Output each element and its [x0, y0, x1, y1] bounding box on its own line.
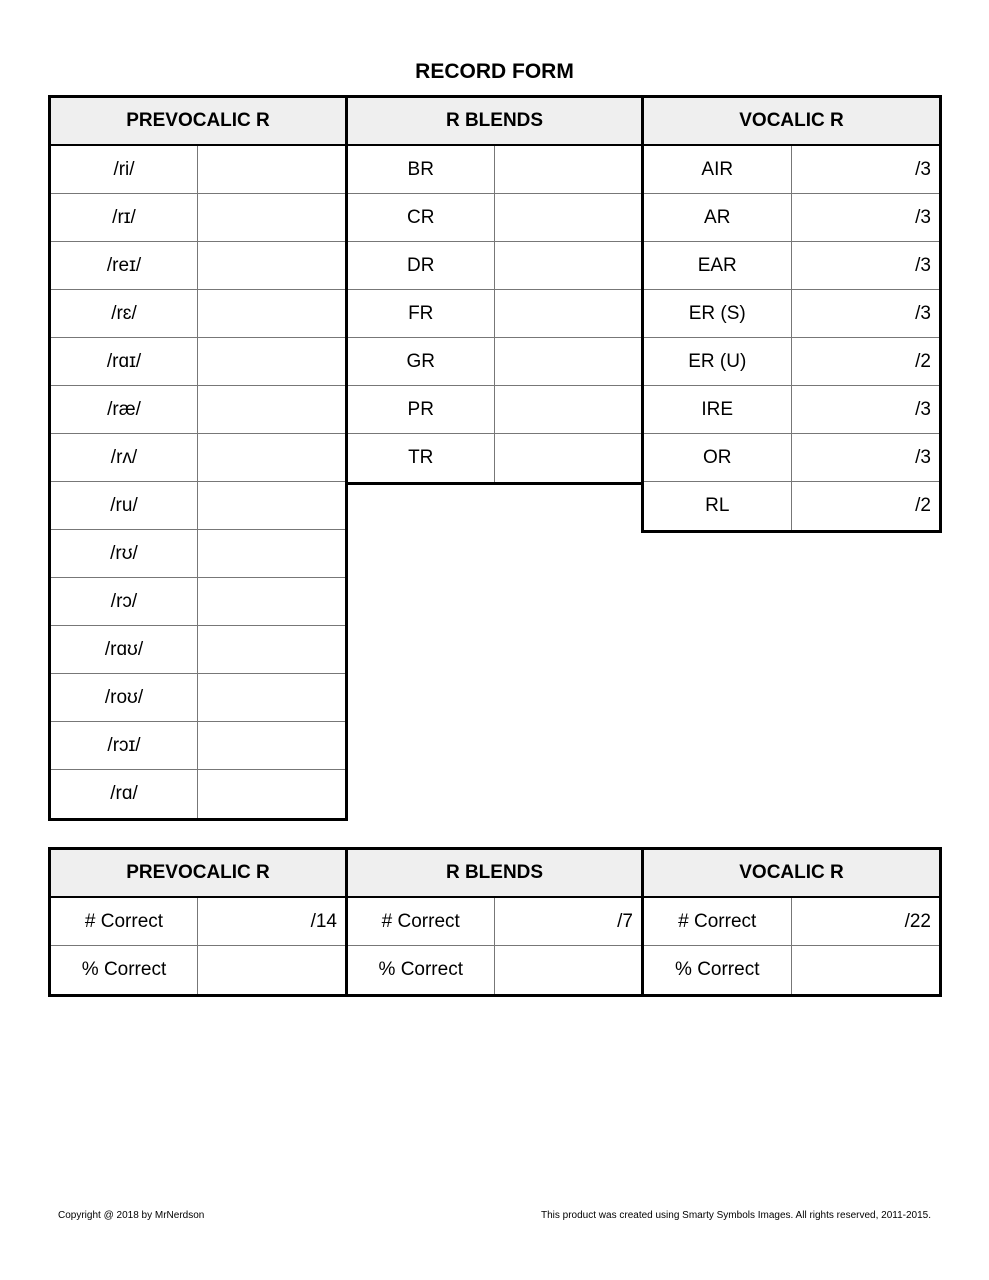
- score-cell[interactable]: [198, 242, 345, 289]
- score-cell[interactable]: [198, 722, 345, 769]
- score-cell[interactable]: /3: [915, 158, 931, 180]
- table-row: [51, 290, 345, 338]
- score-cell[interactable]: /3: [915, 206, 931, 228]
- row-label: /rɔɪ/: [51, 722, 198, 769]
- score-cell[interactable]: [198, 578, 345, 625]
- row-label: /rɑʊ/: [51, 626, 198, 673]
- row-label: AR: [644, 194, 792, 241]
- row-label: # Correct: [51, 898, 198, 945]
- table-row: [51, 946, 345, 994]
- row-label: /ru/: [51, 482, 198, 529]
- table-row: [348, 898, 641, 946]
- score-cell[interactable]: [198, 770, 345, 818]
- score-cell[interactable]: [495, 146, 642, 193]
- score-cell[interactable]: /3: [915, 446, 931, 468]
- row-label: /reɪ/: [51, 242, 198, 289]
- table-row: [51, 530, 345, 578]
- table-row: [644, 482, 939, 530]
- table-header: R BLENDS: [348, 98, 641, 146]
- table-row: [348, 946, 641, 994]
- table-row: [51, 578, 345, 626]
- score-cell[interactable]: [198, 946, 345, 994]
- score-cell[interactable]: [495, 386, 642, 433]
- row-label: /rɑɪ/: [51, 338, 198, 385]
- table-row: [644, 146, 939, 194]
- table-row: [348, 146, 641, 194]
- table-header: PREVOCALIC R: [51, 850, 345, 898]
- score-cell[interactable]: [495, 290, 642, 337]
- table-row: [348, 242, 641, 290]
- row-label: # Correct: [348, 898, 495, 945]
- score-cell[interactable]: [198, 386, 345, 433]
- table-row: [644, 290, 939, 338]
- row-label: /roʊ/: [51, 674, 198, 721]
- row-label: AIR: [644, 146, 792, 193]
- summary-vocalic-table: [641, 847, 942, 997]
- table-row: [348, 434, 641, 482]
- blends-table: [345, 95, 644, 485]
- table-row: [348, 290, 641, 338]
- score-cell[interactable]: [495, 946, 642, 994]
- row-label: /rɪ/: [51, 194, 198, 241]
- table-row: [644, 242, 939, 290]
- score-cell[interactable]: [198, 338, 345, 385]
- row-label: TR: [348, 434, 495, 482]
- score-cell[interactable]: [495, 242, 642, 289]
- prevocalic-table: [48, 95, 348, 821]
- row-label: GR: [348, 338, 495, 385]
- score-cell[interactable]: /2: [915, 495, 931, 516]
- table-row: [51, 242, 345, 290]
- table-row: [51, 722, 345, 770]
- row-label: ER (S): [644, 290, 792, 337]
- row-label: /rɑ/: [51, 770, 198, 818]
- row-label: % Correct: [51, 946, 198, 994]
- table-row: [644, 898, 939, 946]
- score-cell[interactable]: [198, 530, 345, 577]
- table-row: [51, 770, 345, 818]
- row-label: FR: [348, 290, 495, 337]
- row-label: # Correct: [644, 898, 792, 945]
- table-row: [644, 386, 939, 434]
- table-header: VOCALIC R: [644, 850, 939, 898]
- score-cell[interactable]: [198, 674, 345, 721]
- row-label: BR: [348, 146, 495, 193]
- table-row: [51, 386, 345, 434]
- score-cell[interactable]: [198, 146, 345, 193]
- vocalic-table: [641, 95, 942, 533]
- score-cell[interactable]: /14: [310, 910, 337, 932]
- attribution-text: This product was created using Smarty Symbols Images. All rights reserved, 2011-2015.: [541, 1210, 931, 1221]
- row-label: /ri/: [51, 146, 198, 193]
- row-label: OR: [644, 434, 792, 481]
- row-label: /ræ/: [51, 386, 198, 433]
- table-row: [51, 338, 345, 386]
- copyright-text: Copyright @ 2018 by MrNerdson: [58, 1210, 205, 1221]
- score-cell[interactable]: /3: [915, 398, 931, 420]
- table-row: [51, 194, 345, 242]
- table-row: [348, 386, 641, 434]
- table-row: [51, 626, 345, 674]
- row-label: IRE: [644, 386, 792, 433]
- row-label: /rʌ/: [51, 434, 198, 481]
- row-label: /rʊ/: [51, 530, 198, 577]
- row-label: ER (U): [644, 338, 792, 385]
- table-row: [348, 194, 641, 242]
- table-row: [51, 482, 345, 530]
- table-row: [51, 434, 345, 482]
- score-cell[interactable]: [198, 434, 345, 481]
- row-label: CR: [348, 194, 495, 241]
- row-label: DR: [348, 242, 495, 289]
- score-cell[interactable]: [198, 626, 345, 673]
- row-label: RL: [644, 482, 792, 530]
- score-cell[interactable]: /3: [915, 302, 931, 324]
- score-cell[interactable]: [495, 434, 642, 482]
- score-cell[interactable]: [495, 194, 642, 241]
- table-row: [51, 674, 345, 722]
- row-label: % Correct: [644, 946, 792, 994]
- score-cell[interactable]: [198, 482, 345, 529]
- table-header: R BLENDS: [348, 850, 641, 898]
- score-cell[interactable]: [495, 338, 642, 385]
- score-cell[interactable]: /3: [915, 254, 931, 276]
- score-cell[interactable]: [198, 194, 345, 241]
- score-cell[interactable]: [198, 290, 345, 337]
- table-row: [51, 146, 345, 194]
- table-header: PREVOCALIC R: [51, 98, 345, 146]
- page-title: RECORD FORM: [415, 60, 574, 83]
- table-header: VOCALIC R: [644, 98, 939, 146]
- table-row: [644, 338, 939, 386]
- score-cell[interactable]: /22: [904, 910, 931, 932]
- row-label: /rɛ/: [51, 290, 198, 337]
- table-row: [51, 898, 345, 946]
- table-row: [644, 946, 939, 994]
- summary-blends-table: [345, 847, 644, 997]
- score-cell[interactable]: /2: [915, 350, 931, 372]
- score-cell[interactable]: /7: [617, 910, 633, 932]
- table-row: [348, 338, 641, 386]
- row-label: PR: [348, 386, 495, 433]
- row-label: % Correct: [348, 946, 495, 994]
- table-row: [644, 434, 939, 482]
- row-label: /rɔ/: [51, 578, 198, 625]
- score-cell[interactable]: [792, 946, 940, 994]
- summary-prevocalic-table: [48, 847, 348, 997]
- table-row: [644, 194, 939, 242]
- row-label: EAR: [644, 242, 792, 289]
